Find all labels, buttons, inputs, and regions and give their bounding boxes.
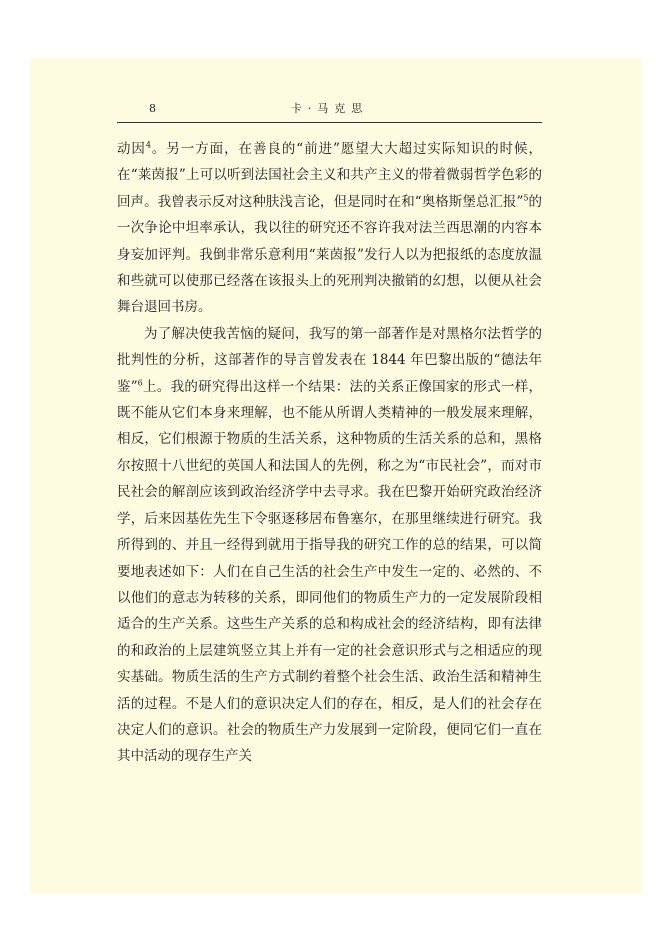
footnote-marker: 6 bbox=[137, 378, 143, 388]
footnote-marker: 4 bbox=[145, 140, 151, 150]
text-segment: 动因 bbox=[117, 141, 146, 157]
text-segment: 的一次争论中坦率承认，我以往的研究还不容许我对法兰西思潮的内容本身妄加评判。我倒非常乐意利用“莱茵报”发行人以为把报纸的态度放温和些就可以使那已经落在该报头上的死刑判决撤销的幻想，以便从社会舞台退回书房。 bbox=[117, 193, 543, 316]
page-number: 8 bbox=[149, 102, 156, 115]
footnote-marker: 5 bbox=[523, 193, 529, 203]
text-segment: 上。我的研究得出这样一个结果：法的关系正像国家的形式一样，既不能从它们本身来理解，也不能从所谓人类精神的一般发展来理解，相反，它们根源于物质的生活关系，这种物质的生活关系的总和，黑格尔按照十八世纪的英国人和法国人的先例，称之为“市民社会”，而对市民社会的解剖应该到政治经济学中去寻求。我在巴黎开始研究政治经济学，后来因基佐先生下令驱逐移居布鲁塞尔，在那里继续进行研究。我所得到的、并且一经得到就用于指导我的研究工作的总的结果，可以简要地表述如下：人们在自己生活的社会生产中发生一定的、必然的、不以他们的意志为转移的关系，即同他们的物质生产力的一定发展阶段相适合的生产关系。这些生产关系的总和构成社会的经济结构，即有法律的和政治的上层建筑竖立其上并有一定的社会意识形式与之相适应的现实基础。物质生活的生产方式制约着整个社会生活、政治生活和精神生活的过程。不是人们的意识决定人们的存在，相反，是人们的社会存在决定人们的意识。社会的物质生产力发展到一定阶段，便同它们一直在其中活动的现存生产关 bbox=[117, 378, 542, 765]
body-text bbox=[117, 136, 542, 770]
paragraph bbox=[117, 136, 542, 321]
text-segment: 为了解决使我苦恼的疑问，我写的第一部著作是对黑格尔法哲学的批判性的分析，这部著作的导言曾发表在 1844 年巴黎出版的“德法年鉴” bbox=[117, 325, 542, 395]
text-segment: 。另一方面，在善良的“前进”愿望大大超过实际知识的时候，在“莱茵报”上可以听到法国社会主义和共产主义的带着微弱哲学色彩的回声。我曾表示反对这种肤浅言论，但是同时在和“奥格斯堡总汇报” bbox=[117, 141, 542, 210]
paragraph bbox=[117, 321, 542, 770]
page-header bbox=[117, 102, 542, 123]
running-title: 卡·马克思 bbox=[290, 102, 369, 115]
